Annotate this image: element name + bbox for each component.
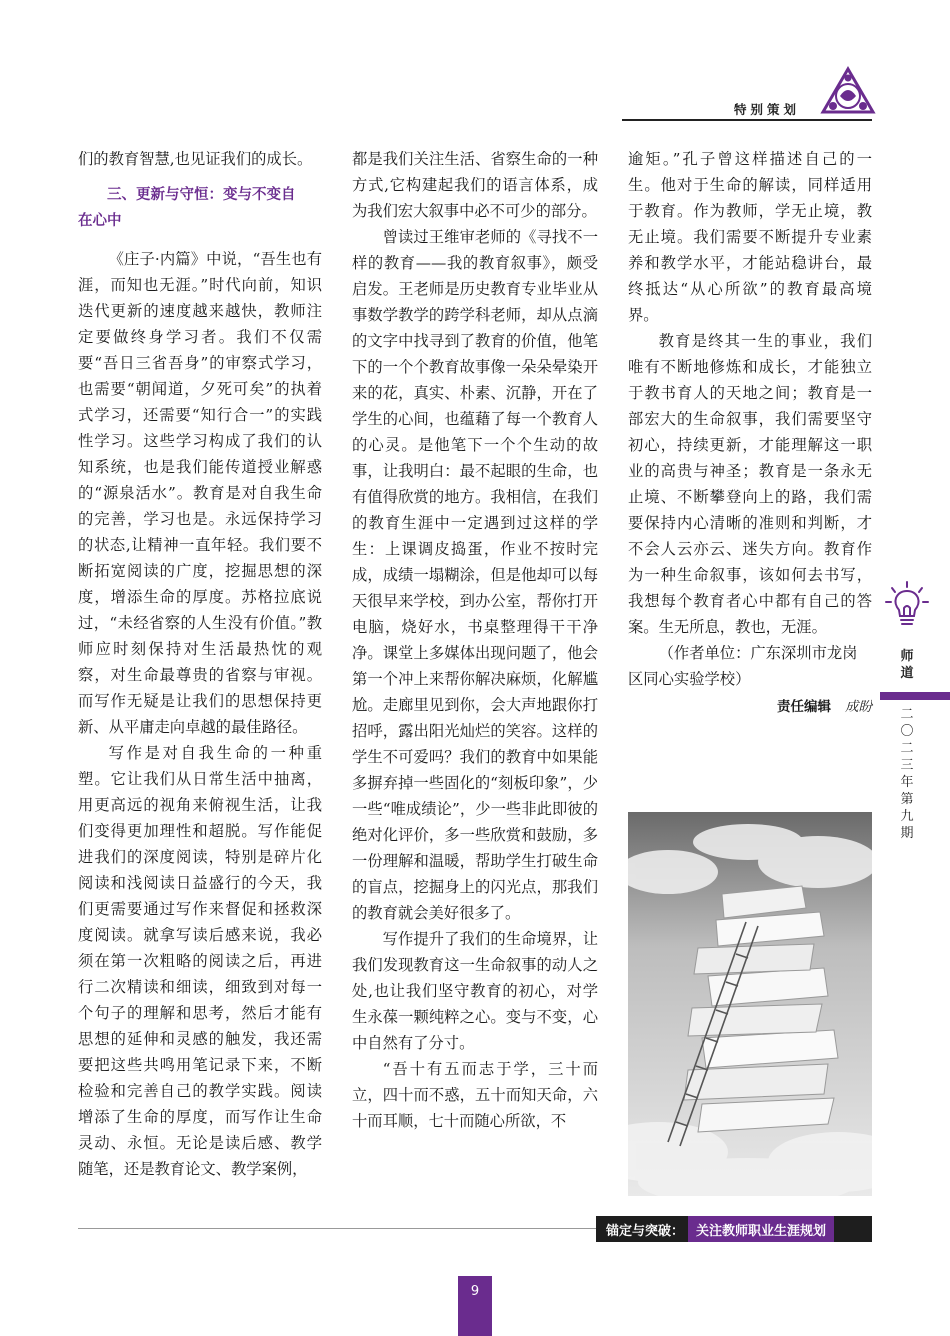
editor-name: 成盼 [845,699,872,715]
paragraph: 《庄子·内篇》中说，“吾生也有涯，而知也无涯。”时代向前，知识迭代更新的速度越来越快，教师注定要做终身学习者。我们不仅需要“吾日三省吾身”的审察式学习，也需要“朝闻道，夕死可矣”的执着式学习，还需要“知行合一”的实践性学习。这些学习构成了我们的认知系统，也是我们能传道授业解惑的“源泉活水”。教育是对自我生命的完善，学习也是。永远保持学习的状态,让精神一直年轻。我们要不断拓宽阅读的广度，挖掘思想的深度，增添生命的厚度。苏格拉底说过，“未经省察的人生没有价值。”教师应时刻保持对生活最热忱的观察，对生命最尊贵的省察与审视。而写作无疑是让我们的思想保持更新、从平庸走向卓越的最佳路径。 [78,250,322,736]
book-stack-illustration [628,812,872,1196]
editor-credit [628,694,872,720]
footer-banner [596,1216,872,1242]
lightbulb-icon [884,580,930,632]
banner-theme-label: 锚定与突破： [606,1223,685,1239]
section-heading [78,182,322,234]
footer-rule [78,1228,598,1229]
editor-label: 责任编辑 [777,699,831,715]
paragraph: 写作是对自我生命的一种重塑。它让我们从日常生活中抽离，用更高远的视角来俯视生活，让我们变得更加理性和超脱。写作能促进我们的深度阅读，特别是碎片化阅读和浅阅读日益盛行的今天，我们更需要通过写作来督促和拯救深度阅读。就拿写读后感来说，我必须在第一次粗略的阅读之后，再进行二次精读和细读，细致到对每一个句子的理解和思考，然后才能有思想的延伸和灵感的触发，我还需要把这些共鸣用笔记录下来，不断检验和完善自己的教学实践。阅读增添了生命的厚度，而写作让生命灵动、永恒。无论是读后感、教学随笔，还是教育论文、教学案例， [78,744,322,1178]
paragraph: “吾十有五而志于学，三十而立，四十而不惑，五十而知天命，六十而耳顺，七十而随心所欲，不 [352,1060,598,1130]
article-column-3 [628,146,872,720]
article-column-1 [78,146,322,1182]
issue-date: 二〇二三年第九期 [900,707,914,841]
banner-topic-label: 关注教师职业生涯规划 [688,1216,834,1242]
sidebar-accent-bar [880,692,950,700]
section-tag: 特别策划 [734,102,801,117]
paragraph: 教育是终其一生的事业，我们唯有不断地修炼和成长，才能独立于教书育人的天地之间；教育是一部宏大的生命叙事，我们需要坚守初心，持续更新，才能理解这一职业的高贵与神圣；教育是一条永无止境、不断攀登向上的路，我们需要保持内心清晰的准则和判断，才不会人云亦云、迷失方向。教育作为一种生命叙事，该如何去书写，我想每个教育者心中都有自己的答案。生无所息，教也，无涯。 [628,332,872,636]
author-affiliation: （作者单位：广东深圳市龙岗区同心实验学校） [628,644,858,688]
section-heading-line: 三、更新与守恒：变与不变自 [107,187,296,203]
article-column-2 [352,146,598,1134]
magazine-logo-icon [820,66,876,116]
paragraph: 们的教育智慧,也见证我们的成长。 [78,150,313,168]
paragraph: 逾矩。”孔子曾这样描述自己的一生。他对于生命的解读，同样适用于教育。作为教师，学无止境，教无止境。我们需要不断提升专业素养和教学水平，才能站稳讲台，最终抵达“从心所欲”的教育最高境界。 [628,150,872,324]
section-heading-line: 在心中 [78,213,122,229]
paragraph: 都是我们关注生活、省察生命的一种方式,它构建起我们的语言体系，成为我们宏大叙事中必不可少的部分。 [352,150,598,220]
paragraph: 写作提升了我们的生命境界，让我们发现教育这一生命叙事的动人之处,也让我们坚守教育的初心，对学生永葆一颗纯粹之心。变与不变，心中自然有了分寸。 [352,930,598,1052]
magazine-name: 师道 [900,649,914,681]
page-number: 9 [458,1276,492,1336]
header-rule [622,119,872,121]
paragraph: 曾读过王维审老师的《寻找不一样的教育——我的教育叙事》，颇受启发。王老师是历史教育专业毕业从事数学教学的跨学科老师，却从点滴的文字中找寻到了教育的价值，他笔下的一个个教育故事像一朵朵晕染开来的花，真实、朴素、沉静，开在了学生的心间，也蕴藉了每一个教育人的心灵。是他笔下一个个生动的故事，让我明白：最不起眼的生命，也有值得欣赏的地方。我相信，在我们的教育生涯中一定遇到过这样的学生：上课调皮捣蛋，作业不按时完成，成绩一塌糊涂，但是他却可以每天很早来学校，到办公室，帮你打开电脑，烧好水，书桌整理得干干净净。课堂上多媒体出现问题了，他会第一个冲上来帮你解决麻烦，化解尴尬。走廊里见到你，会大声地跟你打招呼，露出阳光灿烂的笑容。这样的学生不可爱吗？我们的教育中如果能多摒弃掉一些固化的“刻板印象”，少一些“唯成绩论”，少一些非此即彼的绝对化评价，多一些欣赏和鼓励，多一份理解和温暖，帮助学生打破生命的盲点，挖掘身上的闪光点，那我们的教育就会美好很多了。 [352,228,598,922]
